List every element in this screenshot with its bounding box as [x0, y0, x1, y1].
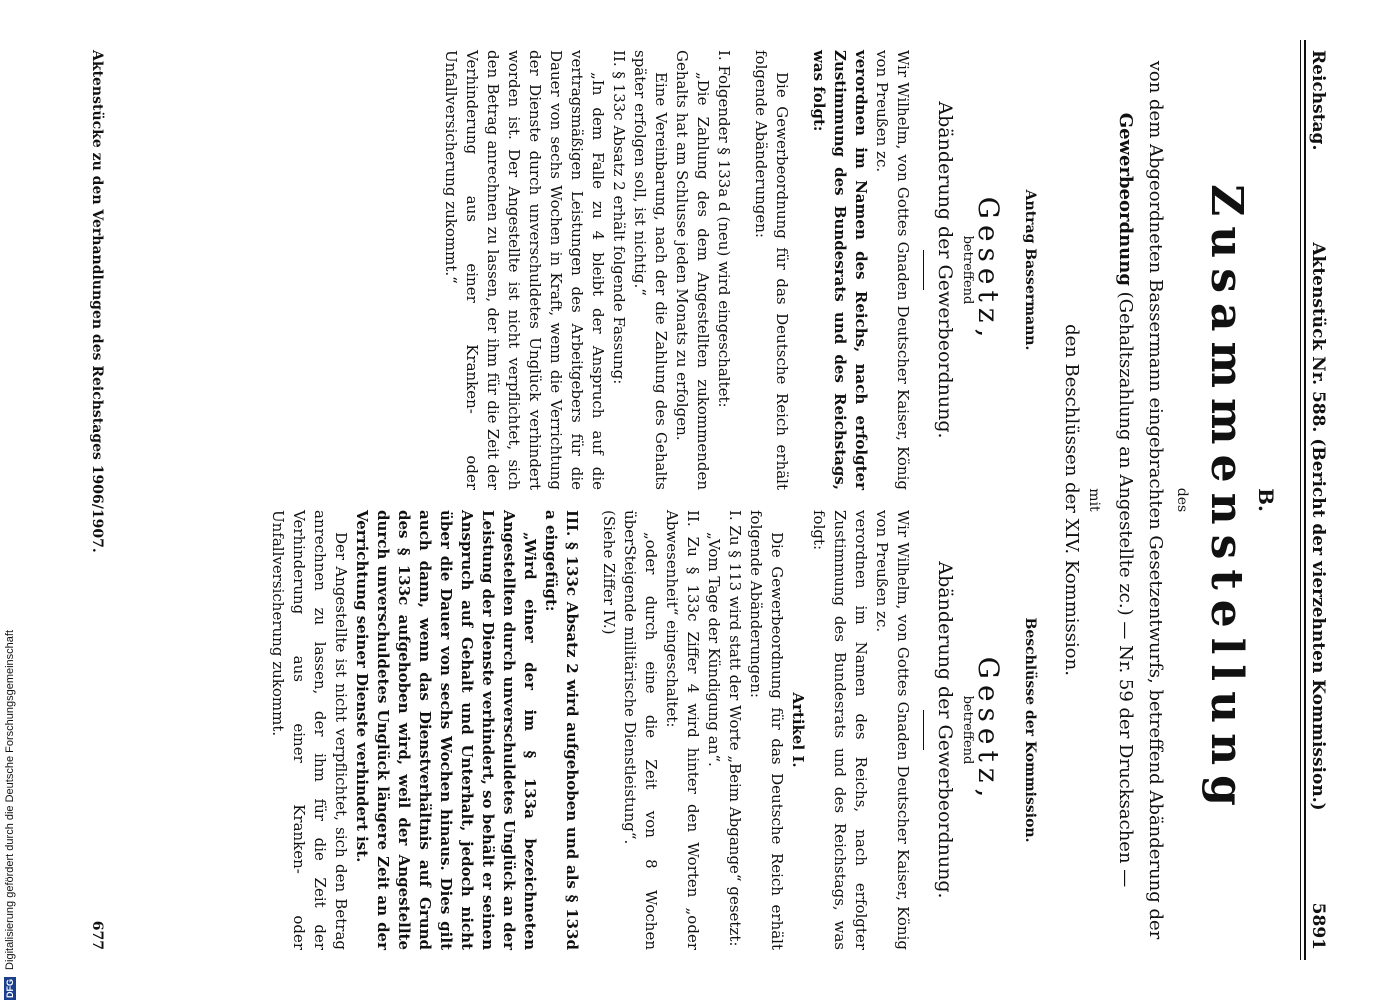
- item-iii: III. § 133c Absatz 2 wird aufgehoben und als § 133d a eingefügt:: [542, 510, 581, 950]
- law-subject: Abänderung der Gewerbeordnung.: [934, 561, 956, 899]
- item-ii-text: „oder durch eine die Zeit von 8 Wochen überSteigende militärische Dienstleistung“.: [621, 510, 660, 950]
- header-note: (Bericht der vierzehnten Kommission.): [1308, 438, 1328, 811]
- law-title: Gesetz,: [972, 656, 1005, 804]
- item-iii-text-2: Der Angestellte ist nicht verpflichtet, sich den Betrag anrechnen zu lassen, der ihm für die Zeit der Verhinderung aus einer Kranken- oder Unfallversicherung zukommt.: [269, 510, 350, 950]
- digitization-credit: Digitalisierung gefördert durch die Deutsche Forschungsgemeinschaft: [4, 629, 16, 970]
- item-i: I. Zu § 113 wird statt der Worte „Beim Abgange“ gesetzt:: [726, 510, 744, 947]
- divider: [923, 710, 924, 750]
- law-betreffend: betreffend: [960, 695, 975, 765]
- document-subtitle: von dem Abgeordneten Bassermann eingebrachten Gesetzentwurfs, betreffend Abänderung der Gewerbeordnung (Gehaltszahlung an Angestellte zc.) — Nr. 59 der Drucksachen —: [1115, 60, 1166, 940]
- preamble-enactment: verordnen im Namen des Reichs, nach erfolgter Zustimmung des Bundesrats und des Reichstags, was folgt:: [810, 510, 870, 950]
- divider: [923, 250, 924, 290]
- item-ii-note: (Siehe Ziffer IV.): [600, 510, 618, 635]
- subtitle-connector: mit: [1086, 488, 1102, 512]
- law-title: Gesetz,: [972, 196, 1005, 344]
- column-heading: Beschlüsse der Kommission.: [1022, 617, 1038, 843]
- column-heading: Antrag Bassermann.: [1022, 189, 1038, 351]
- item-ii: II. Zu § 133c Ziffer 4 wird hinter den Worten „oder Abwesenheit“ eingeschaltet:: [663, 510, 702, 950]
- document-subtitle-2: den Beschlüssen der XIV. Kommission.: [1061, 324, 1082, 676]
- footer-page-number: 677: [89, 920, 105, 950]
- document-page: [50, 30, 1340, 970]
- preamble: Wir Wilhelm, von Gottes Gnaden Deutscher Kaiser, König von Preußen zc.: [873, 510, 912, 950]
- header-left: Reichstag.: [1308, 50, 1328, 151]
- column-beschluesse: [267, 510, 1040, 950]
- page-number: 5891: [1308, 902, 1328, 950]
- amendment-intro: Die Gewerbeordnung für das Deutsche Reich erhält folgende Abänderungen:: [752, 50, 791, 490]
- header-document-number: Aktenstück Nr. 588.: [1308, 242, 1328, 433]
- section-letter: B.: [1254, 488, 1278, 512]
- item-iii-text: „Wird einer der im § 133a bezeichneten Angestellten durch unverschuldetes Unglück an der Leistung der Dienste verhindert, so behält er seinen Anspruch auf Gehalt und Unterhalt, jedoch nicht über die Dauer von sechs Wochen hinaus. Dies gilt auch dann, wenn das Dienstverhältnis auf Grund des § 133c aufgehoben wird, weil der Angestellte durch unverschuldetes Unglück längere Zeit an der Verrichtung seiner Dienste verhindert ist.: [353, 510, 539, 951]
- item-i-text: „Die Zahlung des dem Angestellten zukommenden Gehalts hat am Schlusse jeden Monats zu erfolgen.: [673, 50, 712, 490]
- dfg-logo: DFG: [5, 979, 15, 998]
- article-heading: Artikel I.: [789, 692, 807, 768]
- item-i-text: „Vom Tage der Kündigung an“.: [705, 532, 723, 767]
- amendment-intro: Die Gewerbeordnung für das Deutsche Reich erhält folgende Abänderungen:: [747, 510, 786, 950]
- preamble: Wir Wilhelm, von Gottes Gnaden Deutscher Kaiser, König von Preußen zc.: [873, 50, 912, 490]
- page-footer: [89, 50, 105, 950]
- digitization-note: [0, 0, 22, 1000]
- column-antrag: [440, 50, 1040, 490]
- document-title: Zusammenstellung: [1201, 184, 1252, 816]
- footer-left: Aktenstücke zu den Verhandlungen des Reichstages 1906/1907.: [89, 50, 105, 553]
- running-header: [1308, 50, 1340, 950]
- header-rule: [1304, 40, 1306, 960]
- item-i-text-2: Eine Vereinbarung, nach der die Zahlung des Gehalts später erfolgen soll, ist nichtig.“: [631, 50, 670, 490]
- item-ii: II. § 133c Absatz 2 erhält folgende Fassung:: [610, 50, 628, 385]
- title-connector: des: [1174, 487, 1190, 513]
- law-betreffend: betreffend: [960, 235, 975, 305]
- item-ii-text: „In dem Falle zu 4 bleibt der Anspruch auf die vertragsmäßigen Leistungen des Arbeitgebers für die Dauer von sechs Wochen in Kraft, wenn die Verrichtung der Dienste durch unverschuldetes Unglück verhindert worden ist. Der Angestellte ist nicht verpflichtet, sich den Betrag anrechnen zu lassen, der ihm für die Zeit der Verhinderung aus einer Kranken- oder Unfallversicherung zukommt.“: [442, 50, 607, 490]
- preamble-enactment: verordnen im Namen des Reichs, nach erfolgter Zustimmung des Bundesrats und des Reichstags, was folgt:: [810, 50, 870, 490]
- law-subject: Abänderung der Gewerbeordnung.: [934, 101, 956, 439]
- item-i: I. Folgender § 133a d (neu) wird eingeschaltet:: [715, 50, 733, 408]
- header-rule-thin: [1300, 40, 1301, 960]
